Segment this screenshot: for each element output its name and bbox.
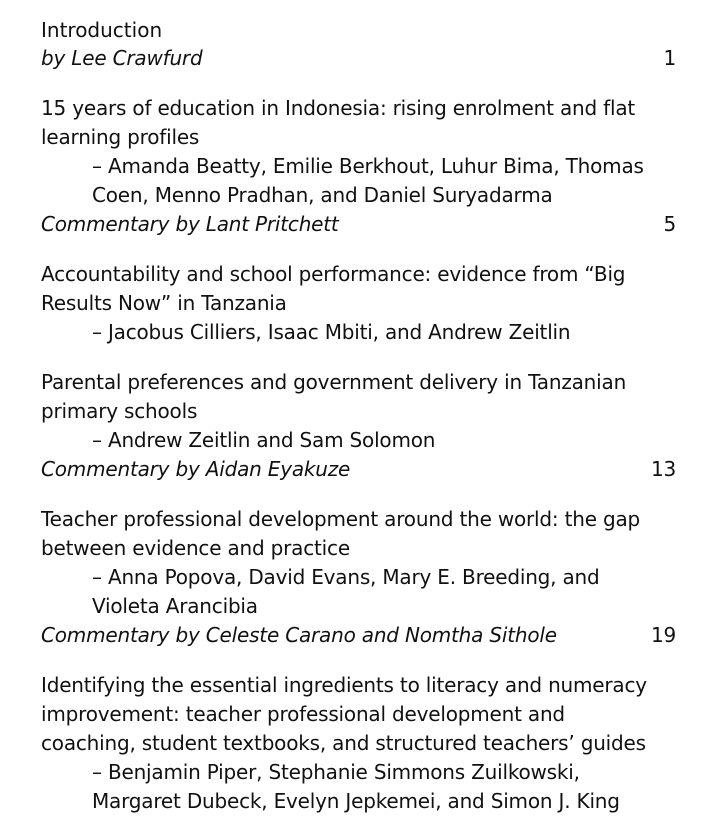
title-line: coaching, student textbooks, and structured teachers’ guides [41, 731, 646, 755]
toc-entry-authors [41, 152, 676, 210]
toc-entry-page-number: 13 [650, 457, 676, 481]
toc-entry-title [41, 671, 676, 758]
author-line: Coen, Menno Pradhan, and Daniel Suryadarma [92, 183, 553, 207]
toc-entry-title [41, 94, 676, 152]
title-line: Results Now” in Tanzania [41, 291, 287, 315]
title-line: primary schools [41, 399, 198, 423]
toc-entry-1 [41, 94, 676, 239]
toc-entry-authors [41, 758, 676, 816]
toc-entry-commentary [41, 621, 676, 650]
title-line: Teacher professional development around the world: the gap [41, 507, 641, 531]
toc-entry-authors [41, 318, 676, 347]
toc-entry-author: by Lee Crawfurd [41, 46, 203, 70]
title-line: between evidence and practice [41, 536, 350, 560]
toc-entry-5 [41, 671, 676, 816]
title-line: improvement: teacher professional development and [41, 702, 565, 726]
toc-entry-page-number: 1 [663, 46, 676, 70]
author-line: Margaret Dubeck, Evelyn Jepkemei, and Simon J. King [92, 789, 620, 813]
toc-entry-page-number: 5 [663, 212, 676, 236]
author-line: – Anna Popova, David Evans, Mary E. Breeding, and [92, 565, 600, 589]
author-line: – Jacobus Cilliers, Isaac Mbiti, and Andrew Zeitlin [92, 320, 571, 344]
commentary-author: Commentary by Lant Pritchett [41, 212, 339, 236]
toc-entry-commentary [41, 455, 676, 484]
toc-entry-authors [41, 563, 676, 621]
author-line: – Amanda Beatty, Emilie Berkhout, Luhur Bima, Thomas [92, 154, 644, 178]
toc-entry-title [41, 368, 676, 426]
title-line: Identifying the essential ingredients to literacy and numeracy [41, 673, 647, 697]
toc-entry-commentary [41, 210, 676, 239]
toc-entry-title [41, 505, 676, 563]
toc-entry-4 [41, 505, 676, 650]
toc-entry-2 [41, 260, 676, 347]
toc-entry-page-number: 19 [650, 623, 676, 647]
toc-entry-byline [41, 44, 676, 73]
toc-entry-title: Introduction [41, 18, 163, 42]
toc-entry-3 [41, 368, 676, 484]
author-line: Violeta Arancibia [92, 594, 258, 618]
title-line: Parental preferences and government delivery in Tanzanian [41, 370, 627, 394]
author-line: – Benjamin Piper, Stephanie Simmons Zuilkowski, [92, 760, 580, 784]
toc-entry-title [41, 260, 676, 318]
author-line: – Andrew Zeitlin and Sam Solomon [92, 428, 436, 452]
title-line: learning profiles [41, 125, 200, 149]
title-line: Accountability and school performance: evidence from “Big [41, 262, 626, 286]
toc-entry-introduction [41, 17, 676, 73]
commentary-author: Commentary by Celeste Carano and Nomtha Sithole [41, 623, 557, 647]
commentary-author: Commentary by Aidan Eyakuze [41, 457, 351, 481]
title-line: 15 years of education in Indonesia: rising enrolment and flat [41, 96, 636, 120]
toc-entry-authors [41, 426, 676, 455]
